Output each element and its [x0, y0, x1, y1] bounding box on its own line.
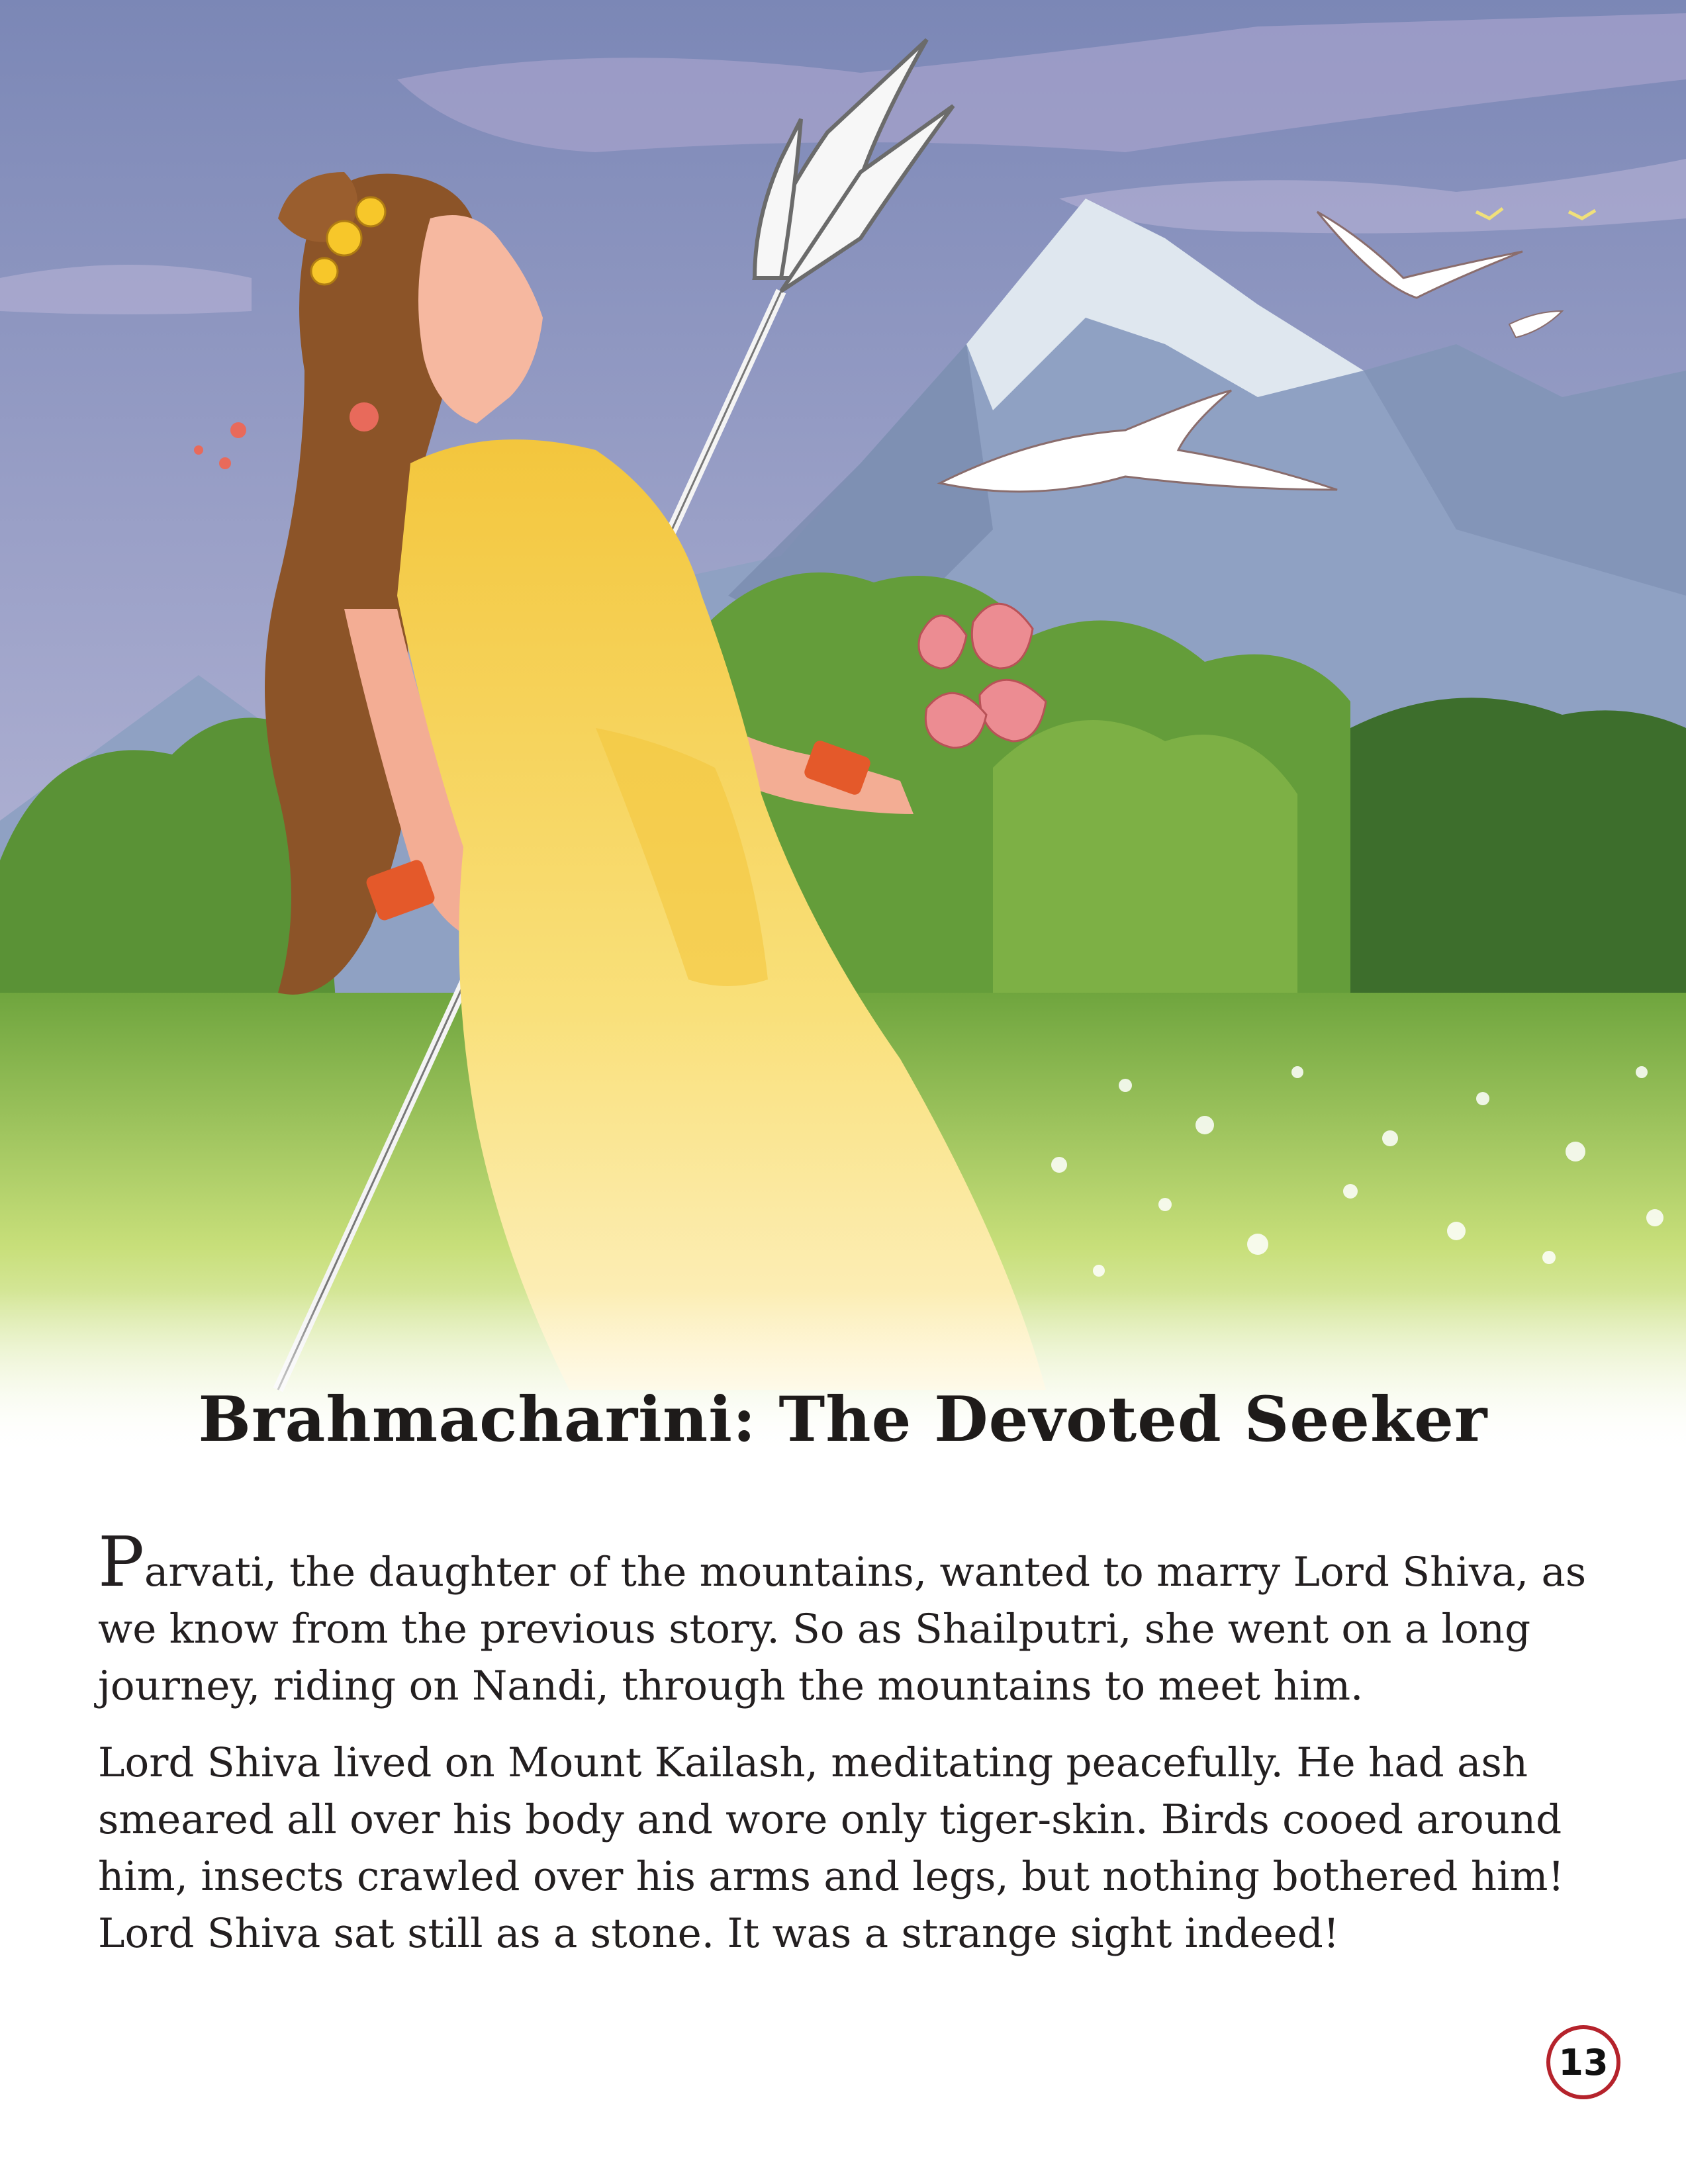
- page-number-badge: [1546, 2025, 1620, 2099]
- story-title: Brahmacharini: The Devoted Seeker: [198, 1383, 1488, 1456]
- story-text: [98, 1522, 1607, 1982]
- page-number: 13: [1558, 2041, 1609, 2083]
- paragraph-text: Lord Shiva lived on Mount Kailash, meditating peacefully. He had ash smeared all over his body and wore only tiger-skin. Birds cooed around him, insects crawled over his arms and legs, but nothing bothered him! Lord Shiva sat still as a stone. It was a strange sight indeed!: [98, 1739, 1564, 1957]
- story-paragraph: [98, 1522, 1607, 1715]
- cloud: [0, 265, 252, 314]
- story-paragraph: [98, 1735, 1607, 1962]
- drop-cap: P: [98, 1522, 144, 1602]
- paragraph-text: arvati, the daughter of the mountains, wanted to marry Lord Shiva, as we know from the previous story. So as Shailputri, she went on a long journey, riding on Nandi, through the mountains to meet him.: [98, 1549, 1587, 1709]
